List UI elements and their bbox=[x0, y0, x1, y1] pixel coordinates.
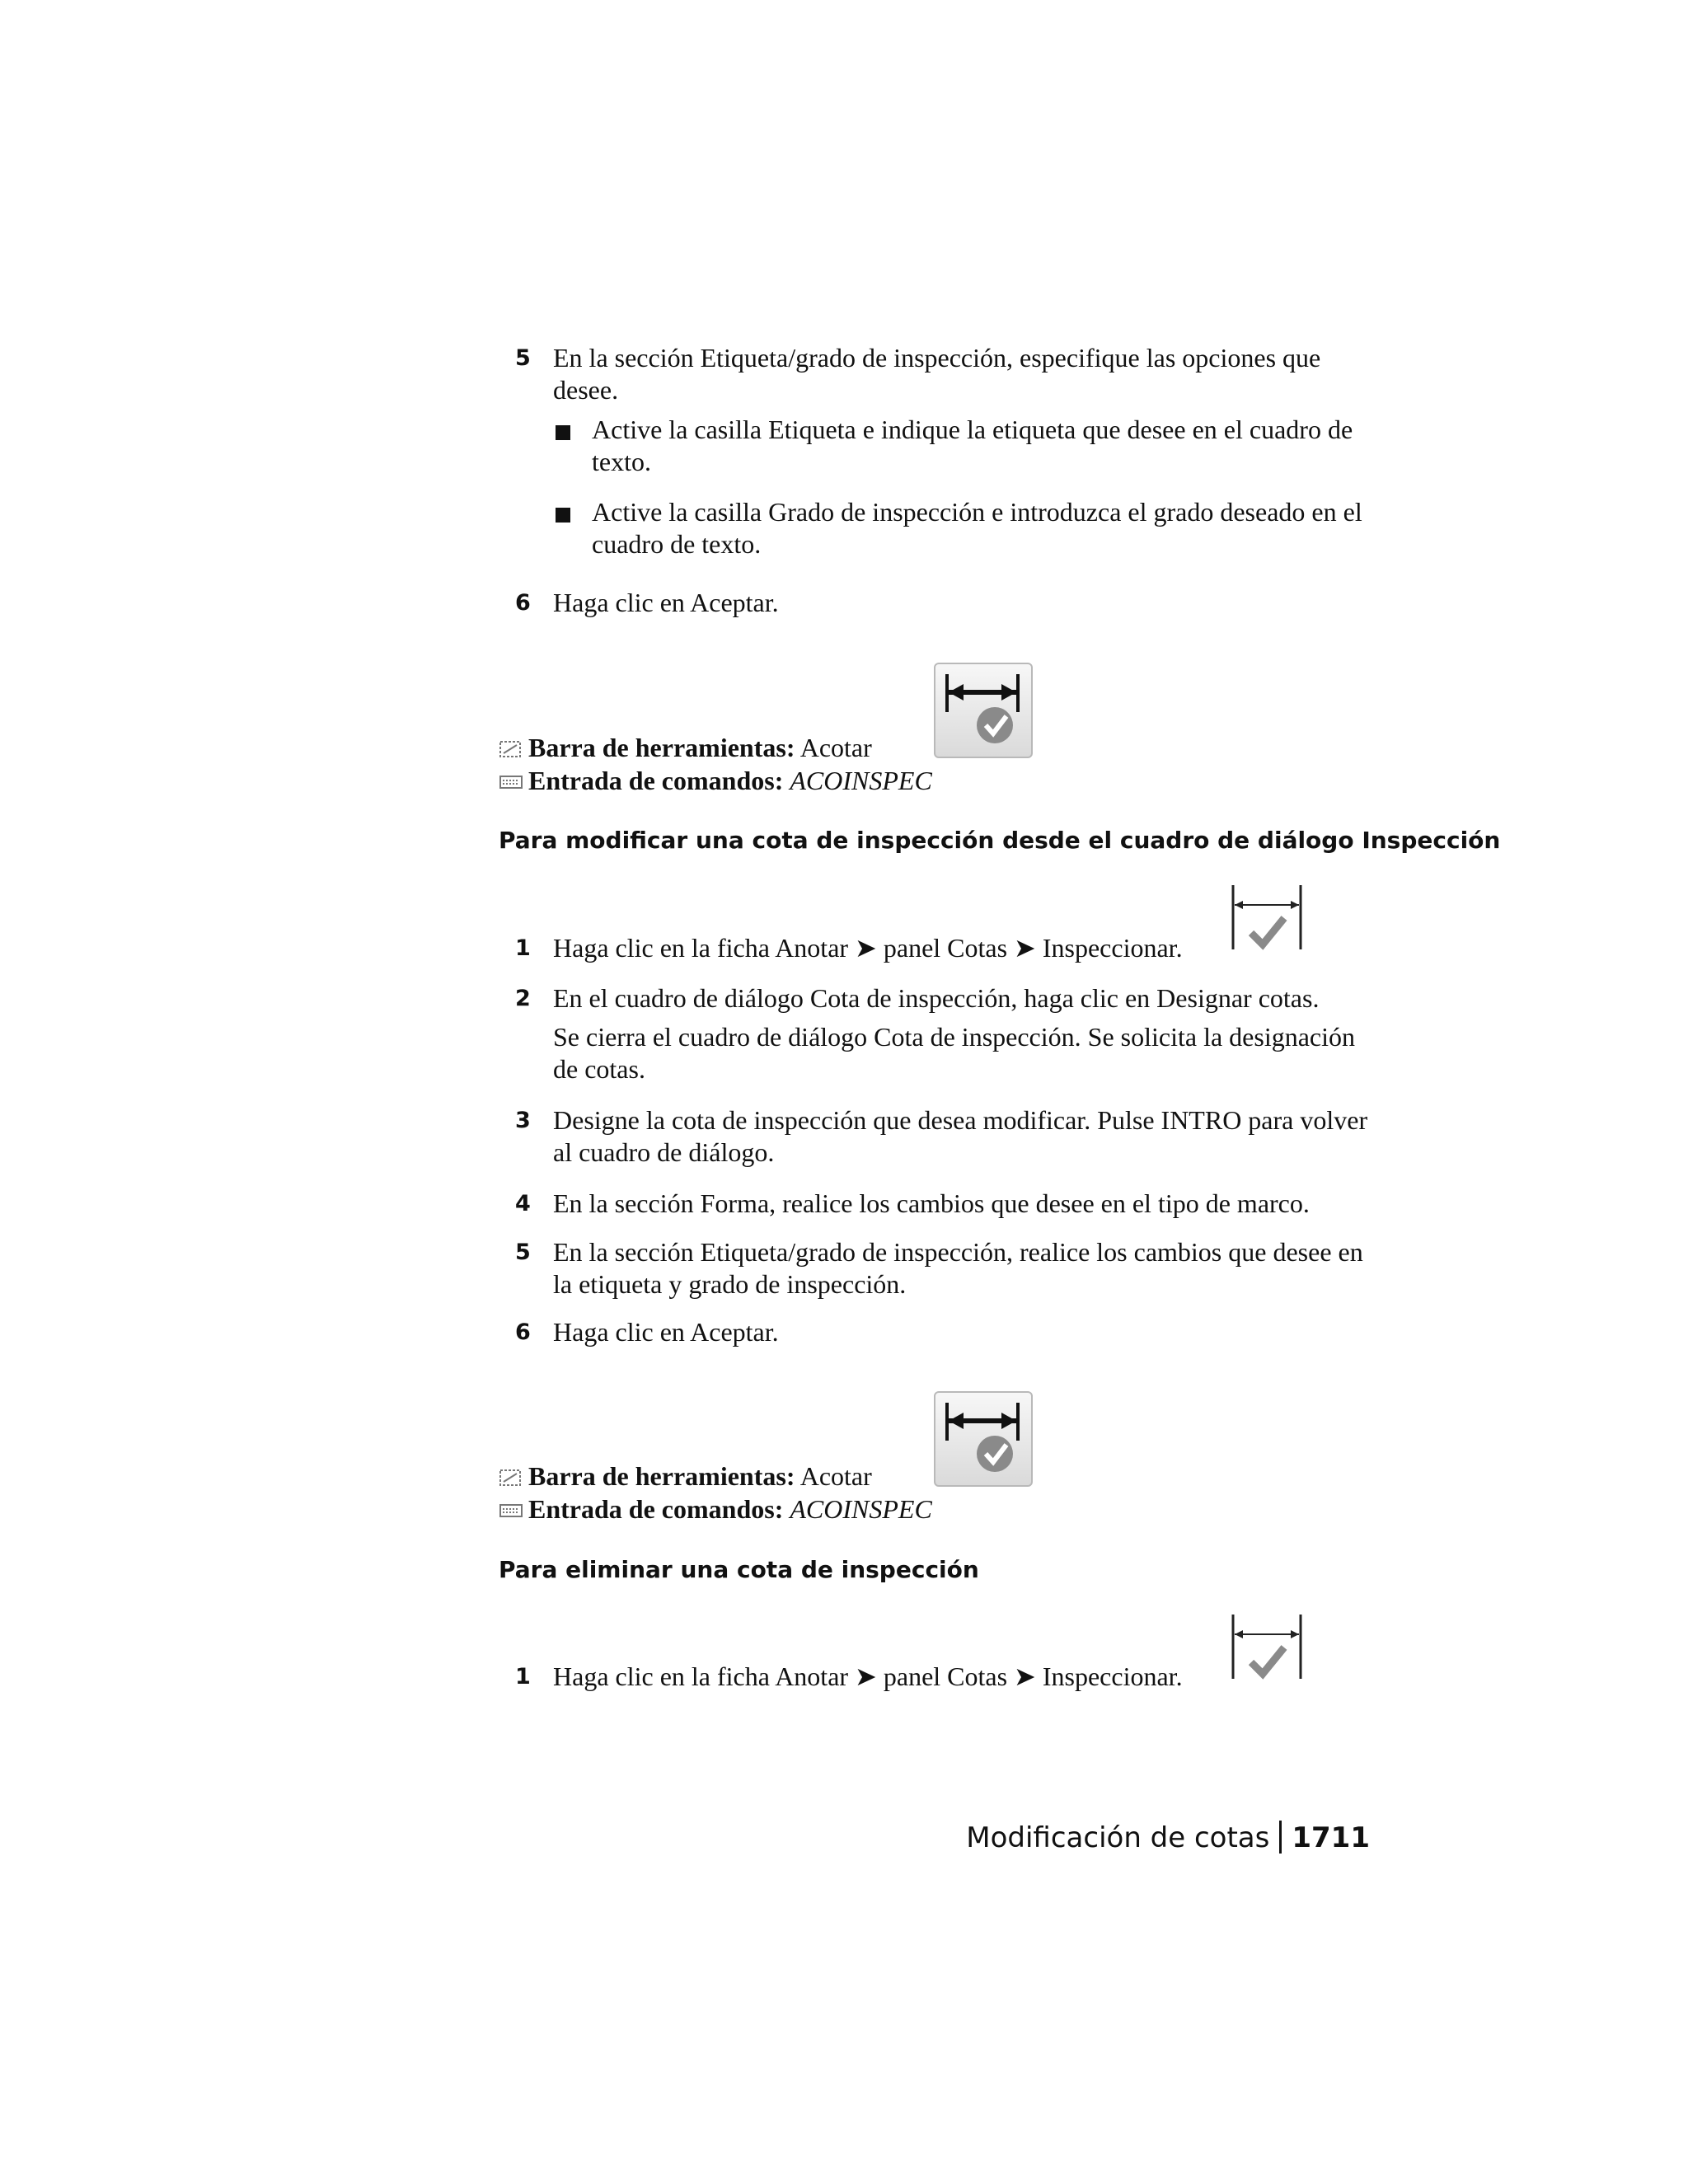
command-value: ACOINSPEC bbox=[790, 1494, 932, 1524]
step-4 bbox=[515, 1188, 1381, 1220]
inspect-dimension-icon bbox=[934, 663, 1033, 758]
keyboard-icon bbox=[499, 773, 523, 791]
step-number: 1 bbox=[515, 935, 531, 961]
step-number: 5 bbox=[515, 1240, 531, 1265]
command-reference bbox=[499, 1493, 932, 1525]
step-6 bbox=[515, 1316, 1381, 1348]
toolbar-value: Acotar bbox=[799, 1461, 872, 1491]
toolbar-icon bbox=[499, 1469, 523, 1487]
step-number: 5 bbox=[515, 345, 531, 371]
step-text: En el cuadro de diálogo Cota de inspección, haga clic en Designar cotas. bbox=[553, 983, 1320, 1013]
bullet-item bbox=[553, 496, 1377, 560]
step-text: Haga clic en la ficha Anotar ➤ panel Cotas ➤ Inspeccionar. bbox=[553, 1661, 1183, 1691]
section-heading: Para eliminar una cota de inspección bbox=[499, 1556, 979, 1583]
step-number: 6 bbox=[515, 1319, 531, 1345]
footer-title: Modificación de cotas bbox=[966, 1821, 1270, 1854]
step-text: Haga clic en Aceptar. bbox=[553, 1317, 779, 1347]
bullet-item bbox=[553, 414, 1377, 478]
toolbar-label: Barra de herramientas: bbox=[528, 1461, 795, 1491]
toolbar-icon bbox=[499, 740, 523, 758]
step-note: Se cierra el cuadro de diálogo Cota de inspección. Se solicita la designación de cotas. bbox=[553, 1022, 1355, 1084]
section-heading: Para modificar una cota de inspección desde el cuadro de diálogo Inspección bbox=[499, 827, 1501, 854]
step-6 bbox=[515, 587, 1381, 619]
toolbar-reference bbox=[499, 1460, 872, 1492]
step-text: Haga clic en Aceptar. bbox=[553, 588, 779, 617]
step-1 bbox=[515, 932, 1381, 964]
step-5 bbox=[515, 1236, 1381, 1301]
step-number: 6 bbox=[515, 590, 531, 616]
toolbar-reference bbox=[499, 732, 872, 763]
toolbar-label: Barra de herramientas: bbox=[528, 733, 795, 762]
command-value: ACOINSPEC bbox=[790, 766, 932, 795]
step-1 bbox=[515, 1661, 1381, 1693]
command-reference bbox=[499, 765, 932, 796]
bullet-text: Active la casilla Grado de inspección e introduzca el grado deseado en el cuadro de texto. bbox=[592, 497, 1362, 559]
keyboard-icon bbox=[499, 1502, 523, 1520]
bullet-square-icon bbox=[556, 425, 570, 440]
command-label: Entrada de comandos: bbox=[528, 766, 784, 795]
step-2 bbox=[515, 982, 1381, 1085]
inspect-dimension-icon bbox=[934, 1391, 1033, 1487]
page-number: 1711 bbox=[1292, 1821, 1370, 1854]
bullet-square-icon bbox=[556, 508, 570, 523]
command-label: Entrada de comandos: bbox=[528, 1494, 784, 1524]
page-footer bbox=[966, 1820, 1370, 1856]
footer-divider bbox=[1279, 1821, 1282, 1854]
step-text: Haga clic en la ficha Anotar ➤ panel Cotas ➤ Inspeccionar. bbox=[553, 933, 1183, 963]
step-number: 1 bbox=[515, 1664, 531, 1690]
toolbar-value: Acotar bbox=[799, 733, 872, 762]
step-text: En la sección Forma, realice los cambios que desee en el tipo de marco. bbox=[553, 1188, 1310, 1218]
step-number: 2 bbox=[515, 986, 531, 1011]
step-text: Designe la cota de inspección que desea modificar. Pulse INTRO para volver al cuadro de diálogo. bbox=[553, 1105, 1368, 1167]
step-number: 4 bbox=[515, 1191, 531, 1216]
bullet-text: Active la casilla Etiqueta e indique la etiqueta que desee en el cuadro de texto. bbox=[592, 415, 1353, 476]
step-text: En la sección Etiqueta/grado de inspección, realice los cambios que desee en la etiqueta y grado de inspección. bbox=[553, 1237, 1363, 1299]
step-5 bbox=[515, 342, 1381, 406]
step-number: 3 bbox=[515, 1108, 531, 1133]
step-3 bbox=[515, 1104, 1381, 1169]
step-text: En la sección Etiqueta/grado de inspección, especifique las opciones que desee. bbox=[553, 343, 1321, 405]
